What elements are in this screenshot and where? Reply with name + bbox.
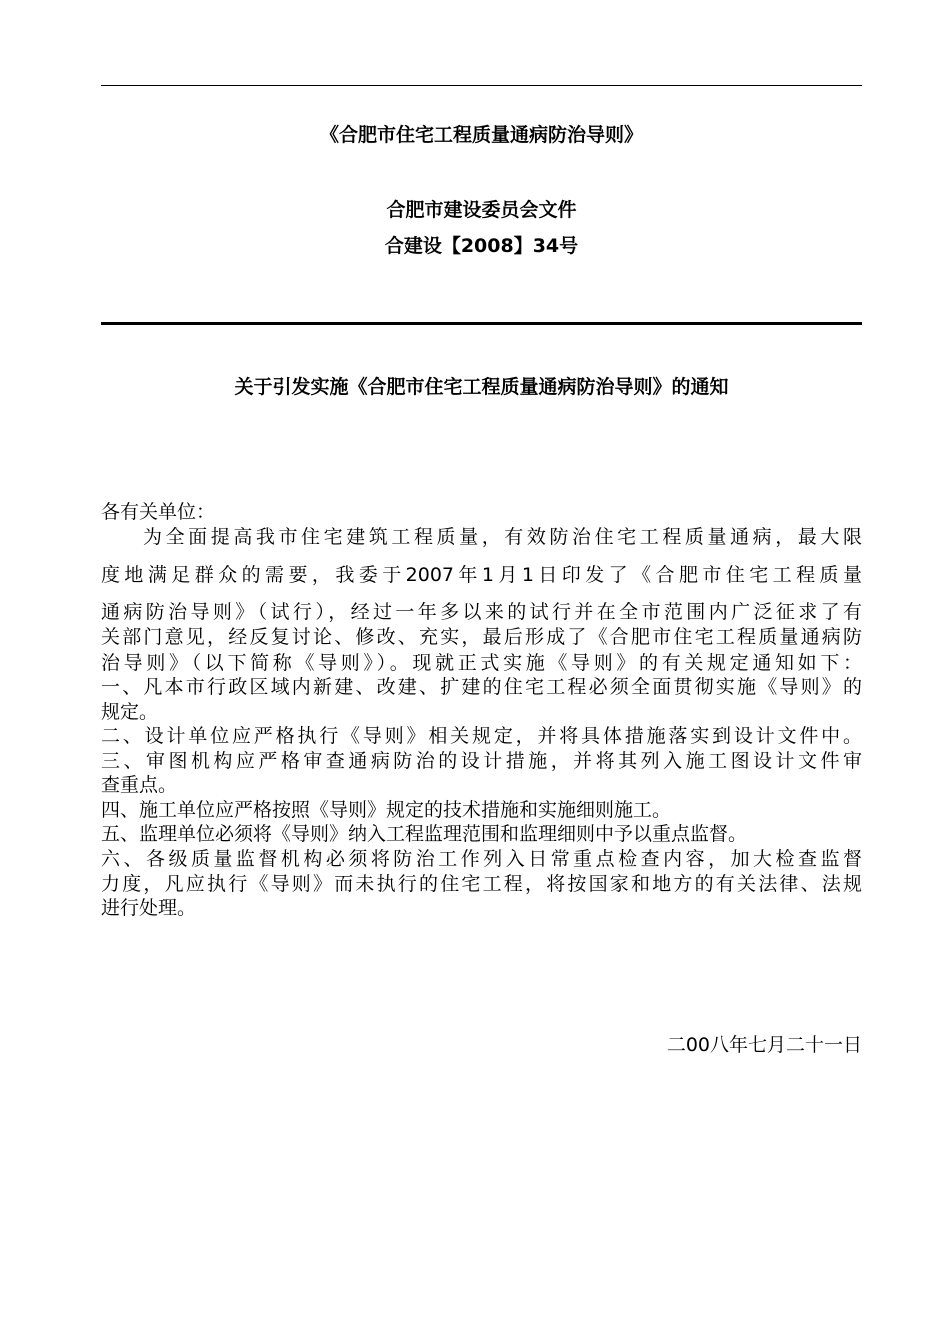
list-item: 六、各级质量监督机构必须将防治工作列入日常重点检查内容，加大检查监督 [101, 848, 862, 870]
document-title: 《合肥市住宅工程质量通病防治导则》 [319, 124, 643, 146]
body-line: 为全面提高我市住宅建筑工程质量，有效防治住宅工程质量通病，最大限 [143, 526, 862, 548]
list-item: 二、设计单位应严格执行《导则》相关规定，并将具体措施落实到设计文件中。 [101, 725, 862, 747]
body-line: 度地满足群众的需要，我委于2007年1月1日印发了《合肥市住宅工程质量 [101, 564, 862, 586]
salutation: 各有关单位： [101, 501, 216, 523]
body-line: 关部门意见，经反复讨论、修改、充实，最后形成了《合肥市住宅工程质量通病防 [101, 626, 862, 648]
list-item: 三、审图机构应严格审查通病防治的设计措施，并将其列入施工图设计文件审 [101, 750, 862, 772]
middle-divider [101, 322, 862, 325]
list-item: 五、监理单位必须将《导则》纳入工程监理范围和监理细则中予以重点监督。 [101, 823, 748, 845]
list-item: 四、施工单位应严格按照《导则》规定的技术措施和实施细则施工。 [101, 799, 672, 821]
notice-title: 关于引发实施《合肥市住宅工程质量通病防治导则》的通知 [234, 376, 729, 398]
body-line: 通病防治导则》（试行），经过一年多以来的试行并在全市范围内广泛征求了有 [101, 601, 862, 623]
list-item-continued: 规定。 [101, 701, 159, 723]
list-item-continued: 力度，凡应执行《导则》而未执行的住宅工程，将按国家和地方的有关法律、法规 [101, 873, 862, 895]
issue-date: 二00八年七月二十一日 [666, 1034, 862, 1056]
top-divider [101, 85, 862, 86]
list-item: 一、凡本市行政区域内新建、改建、扩建的住宅工程必须全面贯彻实施《导则》的 [101, 676, 862, 698]
issuer-line: 合肥市建设委员会文件 [386, 199, 577, 221]
list-item-continued: 查重点。 [101, 774, 178, 796]
list-item-continued: 进行处理。 [101, 897, 197, 919]
body-line: 治导则》（以下简称《导则》）。现就正式实施《导则》的有关规定通知如下： [101, 652, 862, 674]
document-number: 合建设【2008】34号 [384, 235, 579, 257]
